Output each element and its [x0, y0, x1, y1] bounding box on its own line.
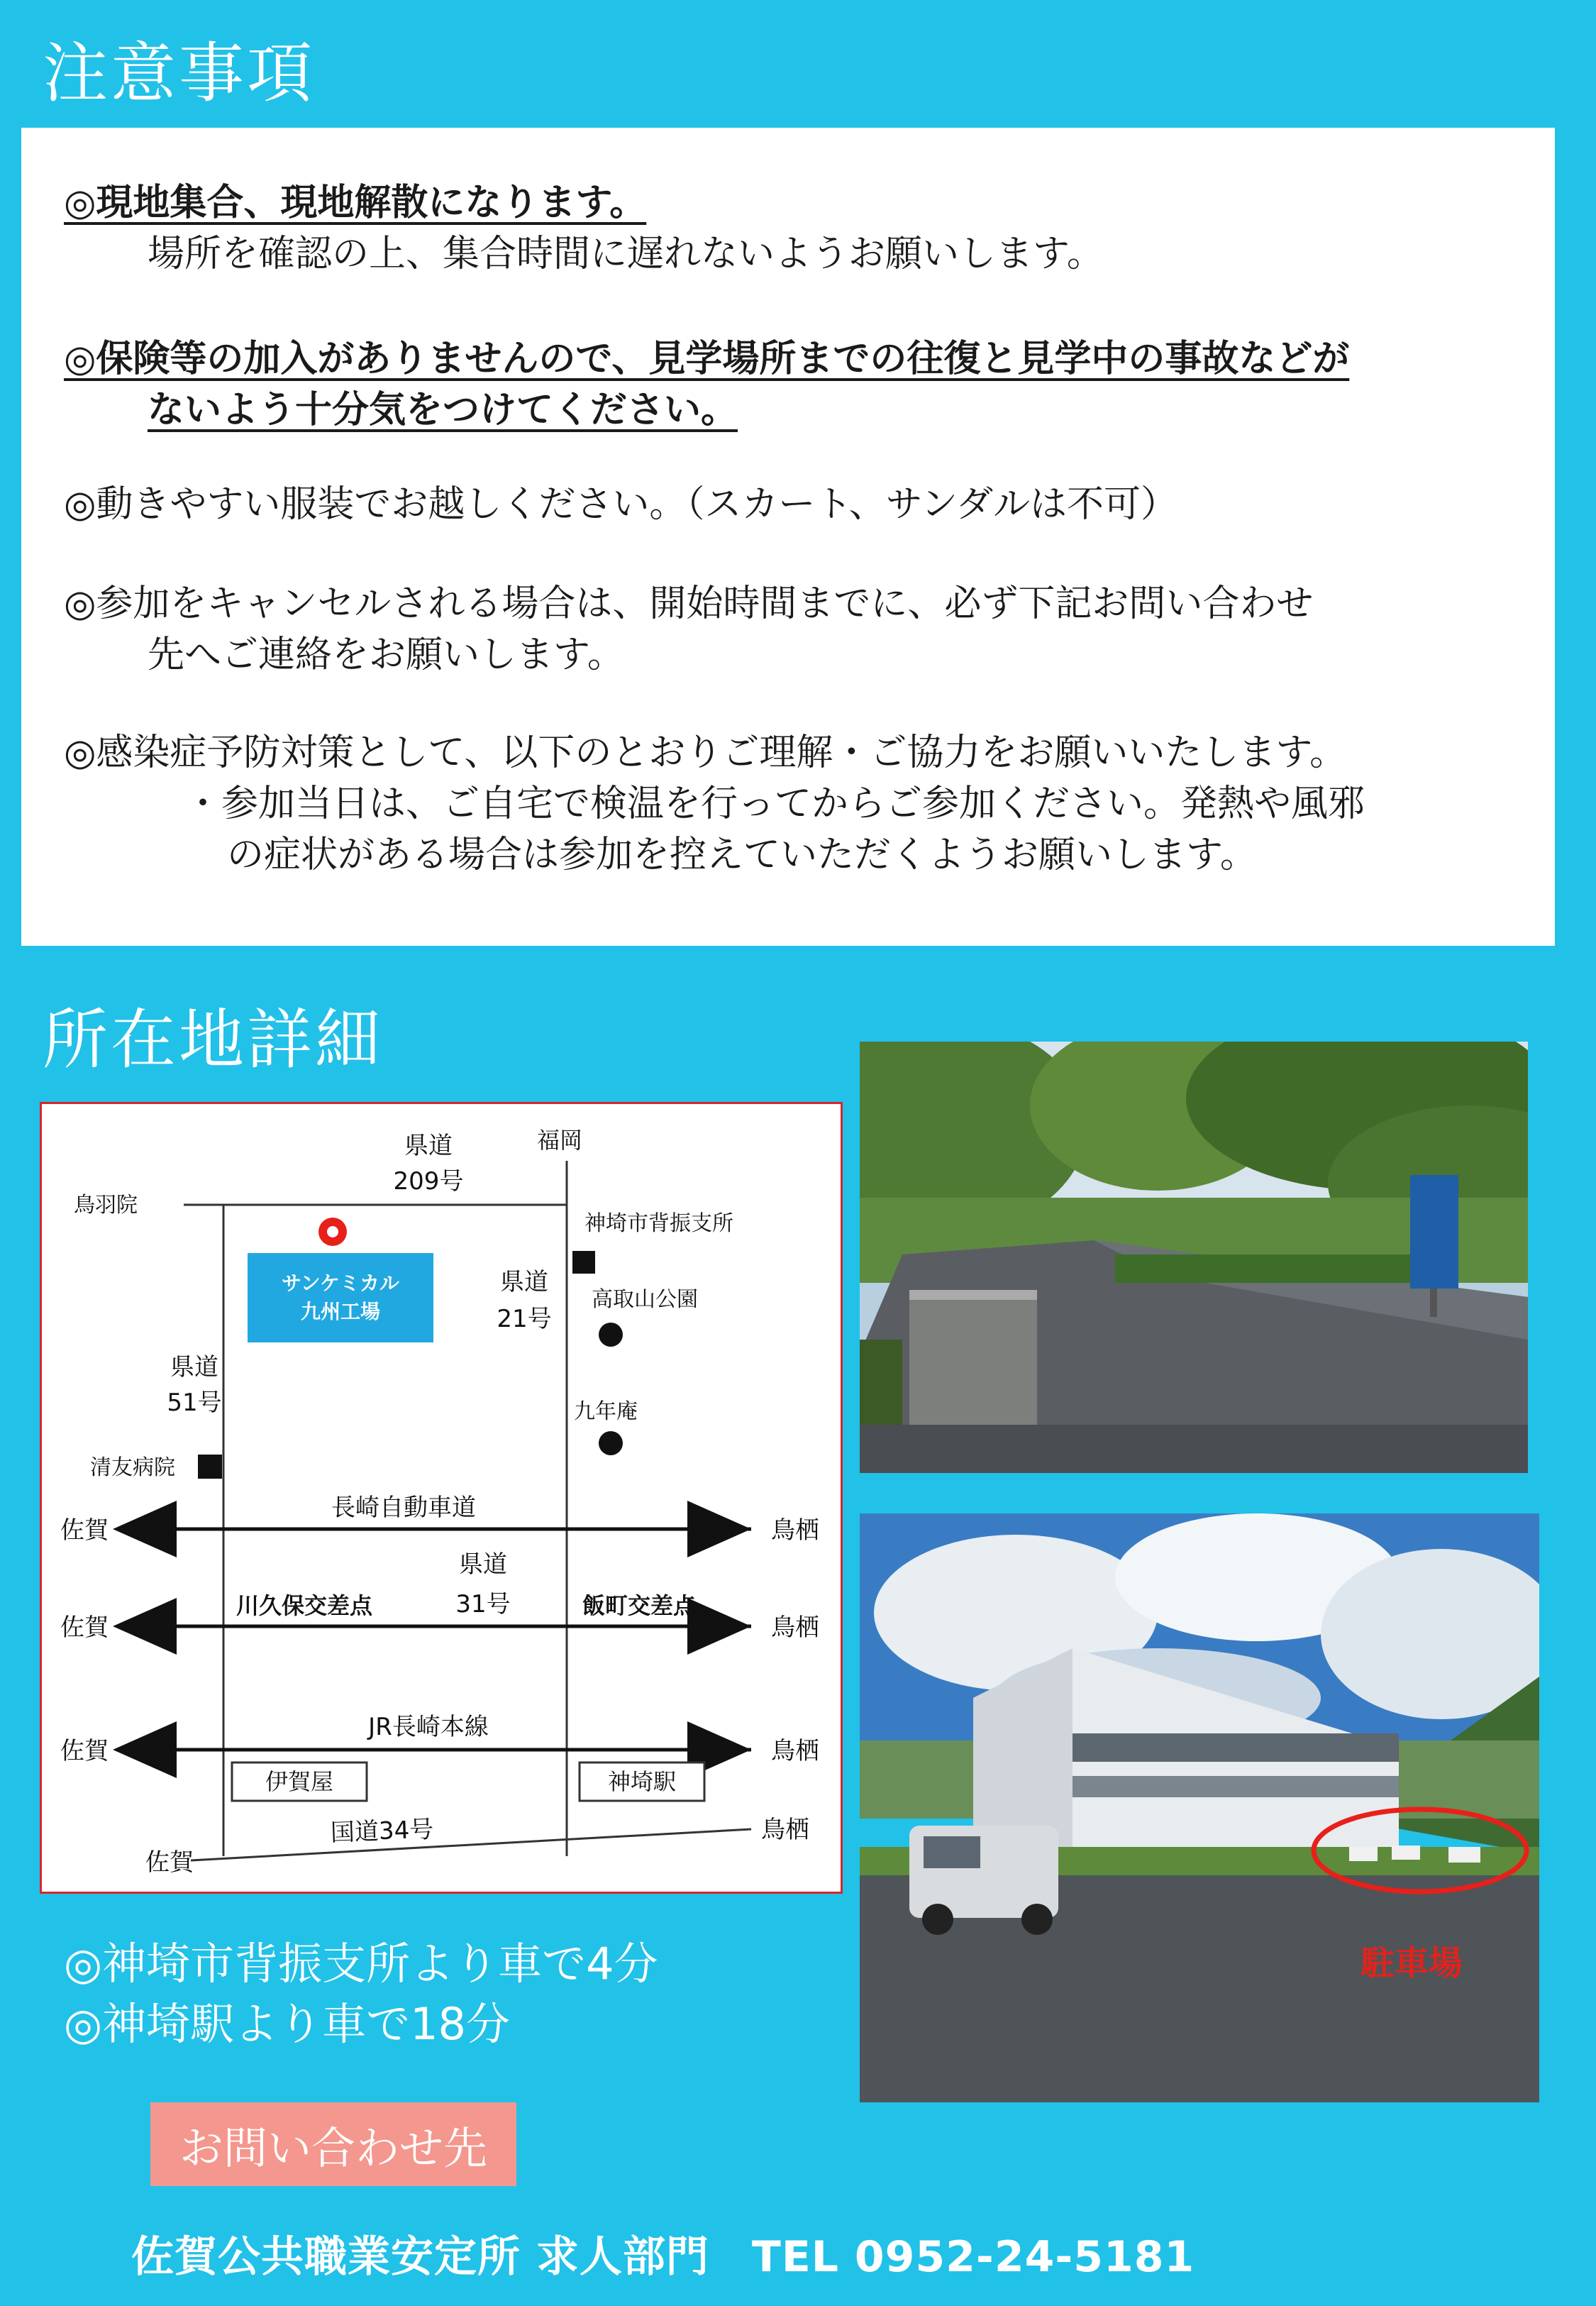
notice-item-4: [64, 578, 1313, 680]
company-sign: [1410, 1175, 1458, 1289]
notice-item-2-line-1: ◎保険等の加入がありませんので、見学場所までの往復と見学中の事故などが: [64, 338, 1350, 380]
contact-badge: お問い合わせ先: [150, 2102, 516, 2186]
access-map: [40, 1102, 843, 1894]
label-kendo209b: 209号: [393, 1167, 464, 1196]
label-kawakubo: 川久保交差点: [235, 1592, 373, 1619]
notice-item-4-line-2: 先へご連絡をお願いします。: [148, 634, 624, 676]
takatori-park-icon: [599, 1323, 623, 1347]
label-saga-3: 佐賀: [60, 1737, 109, 1765]
label-tosu-4: 鳥栖: [761, 1816, 809, 1844]
company-box: [248, 1253, 433, 1342]
notice-item-3: [64, 479, 1177, 530]
notice-item-1: [64, 177, 1104, 280]
kunenan-icon: [599, 1431, 623, 1455]
seiyu-hospital-icon: [198, 1455, 222, 1479]
label-kendo21a: 県道: [500, 1268, 548, 1296]
label-kendo31b: 31号: [455, 1590, 511, 1618]
notice-item-5-line-3: の症状がある場合は参加を控えていただくようお願いします。: [227, 834, 1257, 876]
sefuri-office-icon: [572, 1251, 595, 1274]
notice-item-1-heading: ◎現地集合、現地解散になります。: [64, 182, 647, 224]
location-title: 所在地詳細: [43, 1002, 384, 1078]
access-from-kanzaki-station: ◎神埼駅より車で18分: [64, 1998, 510, 2050]
photo-entrance-road-drawing: [860, 1042, 1528, 1473]
label-igaya: 伊賀屋: [265, 1768, 334, 1795]
photo-building-drawing: [860, 1513, 1539, 2102]
notice-item-1-detail: 場所を確認の上、集合時間に遅れないようお願いします。: [148, 233, 1104, 275]
notice-item-5-line-1: ◎感染症予防対策として、以下のとおりご理解・ご協力をお願いいたします。: [64, 732, 1347, 774]
contact-office: 佐賀公共職業安定所 求人部門: [131, 2232, 709, 2282]
label-sefuri: 神埼市背振支所: [584, 1211, 733, 1236]
label-tosu-2: 鳥栖: [771, 1613, 819, 1642]
label-saga-1: 佐賀: [60, 1516, 109, 1545]
access-from-sefuri: ◎神埼市背振支所より車で4分: [64, 1938, 658, 1990]
label-kunenan: 九年庵: [574, 1399, 638, 1424]
label-jr: JR長崎本線: [368, 1713, 489, 1741]
label-kendo51b: 51号: [167, 1389, 222, 1417]
label-kendo51a: 県道: [170, 1353, 218, 1381]
label-kendo31a: 県道: [459, 1550, 507, 1579]
label-route34: 国道34号: [330, 1815, 434, 1848]
label-expressway: 長崎自動車道: [331, 1494, 476, 1522]
contact-tel: TEL 0952-24-5181: [751, 2232, 1195, 2282]
notice-title: 注意事項: [43, 35, 316, 111]
label-iimachi: 飯町交差点: [582, 1592, 697, 1619]
notice-box: [21, 128, 1555, 946]
route34-line: [191, 1829, 751, 1860]
label-tosu-3: 鳥栖: [771, 1737, 819, 1765]
access-map-drawing: [42, 1104, 841, 1892]
label-kanzaki-station: 神埼駅: [607, 1768, 677, 1795]
label-seiyu: 清友病院: [90, 1455, 175, 1480]
label-tosu-1: 鳥栖: [771, 1516, 819, 1545]
notice-item-5: [64, 727, 1365, 881]
label-kendo209a: 県道: [404, 1132, 453, 1160]
label-company-b: 九州工場: [300, 1300, 381, 1323]
photo-building: [860, 1513, 1539, 2102]
parking-label: 駐車場: [1361, 1943, 1463, 1983]
label-saga-4: 佐賀: [145, 1848, 194, 1877]
label-fukuoka: 福岡: [536, 1127, 583, 1154]
label-company-a: サンケミカル: [281, 1271, 400, 1295]
notice-item-4-line-1: ◎参加をキャンセルされる場合は、開始時間までに、必ず下記お問い合わせ: [64, 583, 1314, 625]
notice-item-2: [64, 333, 1349, 436]
contact-line: [131, 2223, 1195, 2284]
label-kendo21b: 21号: [497, 1305, 552, 1333]
notice-item-3-line-1: ◎動きやすい服装でお越しください。（スカート、サンダルは不可）: [64, 483, 1178, 526]
label-takatori: 高取山公園: [592, 1287, 698, 1312]
photo-entrance-road: [860, 1042, 1528, 1473]
label-saga-2: 佐賀: [60, 1613, 109, 1642]
notice-item-5-line-2: ・参加当日は、ご自宅で検温を行ってからご参加ください。発熱や風邪: [184, 783, 1365, 825]
label-toshiin: 鳥羽院: [74, 1193, 138, 1218]
notice-item-2-line-2: ないよう十分気をつけてください。: [148, 389, 738, 431]
